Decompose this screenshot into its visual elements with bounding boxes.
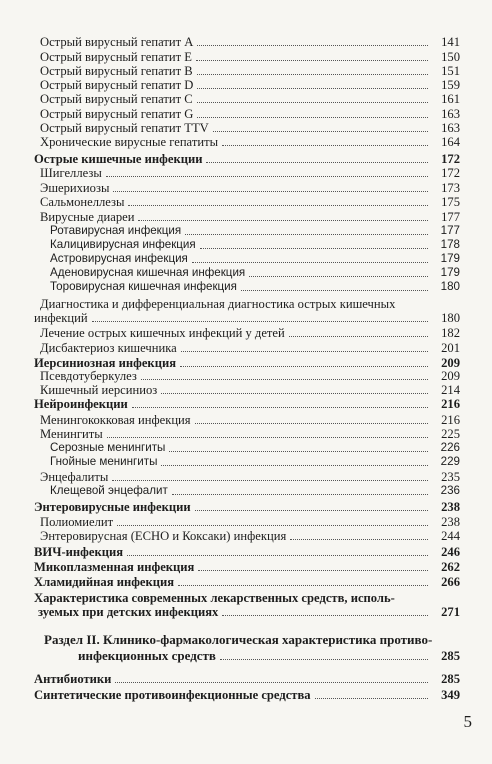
dot-leader bbox=[222, 135, 428, 146]
toc-entry-page: 163 bbox=[441, 121, 460, 135]
toc-entry-title: Энтеровирусная (ECHO и Коксаки) инфекция bbox=[40, 529, 287, 543]
dot-leader bbox=[222, 605, 428, 616]
dot-leader bbox=[161, 455, 428, 466]
toc-entry-page: 173 bbox=[441, 181, 460, 195]
toc-entry-title: Острый вирусный гепатит A bbox=[40, 35, 194, 49]
toc-entry-title: Менингиты bbox=[40, 427, 103, 441]
toc-entry-page: 163 bbox=[441, 107, 460, 121]
toc-entry-title: Серозные менингиты bbox=[50, 441, 166, 454]
dot-leader bbox=[213, 121, 428, 132]
toc-entry-page: 177 bbox=[440, 224, 460, 237]
toc-entry-title: Диагностика и дифференциальная диагностика острых кишечных bbox=[40, 297, 396, 311]
toc-entry-title: Полиомиелит bbox=[40, 515, 114, 529]
dot-leader bbox=[138, 210, 428, 221]
toc-entry-page: 236 bbox=[440, 484, 460, 497]
dot-leader bbox=[192, 252, 428, 263]
dot-leader bbox=[117, 515, 428, 526]
toc-entry-title: Острый вирусный гепатит TTV bbox=[40, 121, 209, 135]
dot-leader bbox=[197, 78, 428, 89]
dot-leader bbox=[196, 50, 428, 61]
dot-leader bbox=[197, 92, 428, 103]
dot-leader bbox=[290, 529, 428, 540]
toc-entry-title: Нейроинфекции bbox=[34, 397, 128, 411]
toc-entry-title: Аденовирусная кишечная инфекция bbox=[50, 266, 246, 279]
toc-entry-title: Микоплазменная инфекция bbox=[34, 560, 195, 574]
toc-entry-page: 179 bbox=[440, 252, 460, 265]
dot-leader bbox=[115, 672, 428, 683]
dot-leader bbox=[195, 413, 428, 424]
dot-leader bbox=[197, 64, 428, 75]
toc-entry-title: Характеристика современных лекарственных средств, исполь- bbox=[34, 591, 395, 605]
toc-entry-page: 285 bbox=[441, 672, 460, 686]
toc-entry-title: Энтеровирусные инфекции bbox=[34, 500, 191, 514]
dot-leader bbox=[141, 369, 428, 380]
toc-entry-page: 175 bbox=[441, 195, 460, 209]
dot-leader bbox=[128, 195, 428, 206]
dot-leader bbox=[181, 341, 428, 352]
toc-entry-title: Синтетические противоинфекционные средства bbox=[34, 688, 311, 702]
toc-entry-title: Иерсиниозная инфекция bbox=[34, 356, 177, 370]
toc-entry-title: Острый вирусный гепатит G bbox=[40, 107, 194, 121]
toc-entry-title: инфекционных средств bbox=[78, 648, 216, 663]
toc-entry-page: 161 bbox=[441, 92, 460, 106]
dot-leader bbox=[315, 688, 428, 699]
dot-leader bbox=[185, 224, 428, 235]
dot-leader bbox=[127, 545, 428, 556]
toc-entry-page: 159 bbox=[441, 78, 460, 92]
toc-entry-page: 180 bbox=[440, 280, 460, 293]
toc-entry-title: Вирусные диареи bbox=[40, 210, 135, 224]
toc-entry-title: Дисбактериоз кишечника bbox=[40, 341, 177, 355]
toc-entry-page: 182 bbox=[441, 326, 460, 340]
dot-leader bbox=[180, 356, 428, 367]
toc-entry-page: 179 bbox=[440, 266, 460, 279]
toc-entry-title: Антибиотики bbox=[34, 672, 112, 686]
toc-entry-page: 271 bbox=[441, 605, 460, 619]
toc-entry-title: Острый вирусный гепатит B bbox=[40, 64, 193, 78]
dot-leader bbox=[241, 280, 428, 291]
toc-entry-page: 172 bbox=[441, 152, 460, 166]
dot-leader bbox=[113, 181, 428, 192]
dot-leader bbox=[289, 326, 428, 337]
dot-leader bbox=[198, 560, 428, 571]
toc-entry-title: Клещевой энцефалит bbox=[50, 484, 168, 497]
toc-entry-page: 164 bbox=[441, 135, 460, 149]
dot-leader bbox=[172, 484, 428, 495]
toc-entry-title: Острый вирусный гепатит E bbox=[40, 50, 192, 64]
toc-entry-page: 209 bbox=[441, 369, 460, 383]
toc-entry-title: Ротавирусная инфекция bbox=[50, 224, 182, 237]
toc-entry-page: 235 bbox=[441, 470, 460, 484]
toc-entry-page: 216 bbox=[441, 413, 460, 427]
toc-entry-title: Острые кишечные инфекции bbox=[34, 152, 203, 166]
toc-entry-title: Раздел II. Клинико-фармакологическая характеристика противо- bbox=[44, 632, 433, 647]
toc-entry-page: 225 bbox=[441, 427, 460, 441]
toc-entry-page: 349 bbox=[441, 688, 460, 702]
toc-entry-title: Торовирусная кишечная инфекция bbox=[50, 280, 237, 293]
dot-leader bbox=[178, 575, 428, 586]
dot-leader bbox=[220, 649, 428, 660]
dot-leader bbox=[132, 397, 428, 408]
toc-entry-page: 238 bbox=[441, 500, 460, 514]
dot-leader bbox=[106, 166, 428, 177]
toc-entry-page: 150 bbox=[441, 50, 460, 64]
toc-entry-page: 226 bbox=[440, 441, 460, 454]
toc-entry-page: 238 bbox=[441, 515, 460, 529]
toc-entry-title: Эшерихиозы bbox=[40, 181, 110, 195]
dot-leader bbox=[197, 107, 428, 118]
toc-entry-page: 262 bbox=[441, 560, 460, 574]
toc-entry-page: 177 bbox=[441, 210, 460, 224]
toc-entry-title: Сальмонеллезы bbox=[40, 195, 125, 209]
toc-entry-title: Хронические вирусные гепатиты bbox=[40, 135, 219, 149]
toc-entry-page: 244 bbox=[441, 529, 460, 543]
toc-entry-page: 151 bbox=[441, 64, 460, 78]
toc-entry-page: 178 bbox=[440, 238, 460, 251]
toc-entry-page: 141 bbox=[441, 35, 460, 49]
toc-entry-title: Острый вирусный гепатит C bbox=[40, 92, 193, 106]
toc-entry-page: 201 bbox=[441, 341, 460, 355]
dot-leader bbox=[112, 470, 428, 481]
toc-entry-title: Калицивирусная инфекция bbox=[50, 238, 196, 251]
dot-leader bbox=[161, 383, 428, 394]
toc-entry-title: Гнойные менингиты bbox=[50, 455, 158, 468]
toc-entry-page: 172 bbox=[441, 166, 460, 180]
toc-entry-title: Псевдотуберкулез bbox=[40, 369, 137, 383]
dot-leader bbox=[107, 427, 428, 438]
toc-entry-page: 266 bbox=[441, 575, 460, 589]
toc-entry-page: 229 bbox=[440, 455, 460, 468]
toc-entry-title: Шигеллезы bbox=[40, 166, 102, 180]
toc-entry-page: 209 bbox=[441, 356, 460, 370]
toc-entry-title: Лечение острых кишечных инфекций у детей bbox=[40, 326, 285, 340]
toc-entry-page: 246 bbox=[441, 545, 460, 559]
dot-leader bbox=[249, 266, 428, 277]
dot-leader bbox=[197, 35, 428, 46]
toc-entry-page: 216 bbox=[441, 397, 460, 411]
page-number: 5 bbox=[463, 712, 472, 731]
dot-leader bbox=[92, 311, 428, 322]
dot-leader bbox=[195, 500, 428, 511]
toc-entry-page: 285 bbox=[441, 649, 460, 663]
toc-entry-page: 214 bbox=[441, 383, 460, 397]
dot-leader bbox=[206, 152, 428, 163]
toc-entry-title: Хламидийная инфекция bbox=[34, 575, 175, 589]
toc-entry-title: Острый вирусный гепатит D bbox=[40, 78, 194, 92]
toc-entry-title: Энцефалиты bbox=[40, 470, 109, 484]
dot-leader bbox=[200, 238, 428, 249]
toc-entry-title: инфекций bbox=[34, 311, 88, 325]
dot-leader bbox=[169, 441, 428, 452]
toc-entry-title: Менингококковая инфекция bbox=[40, 413, 191, 427]
toc-entry-title: зуемых при детских инфекциях bbox=[38, 605, 219, 619]
toc-entry-title: Астровирусная инфекция bbox=[50, 252, 188, 265]
toc-entry-title: Кишечный иерсиниоз bbox=[40, 383, 158, 397]
toc-entry-page: 180 bbox=[441, 311, 460, 325]
toc-entry-title: ВИЧ-инфекция bbox=[34, 545, 124, 559]
